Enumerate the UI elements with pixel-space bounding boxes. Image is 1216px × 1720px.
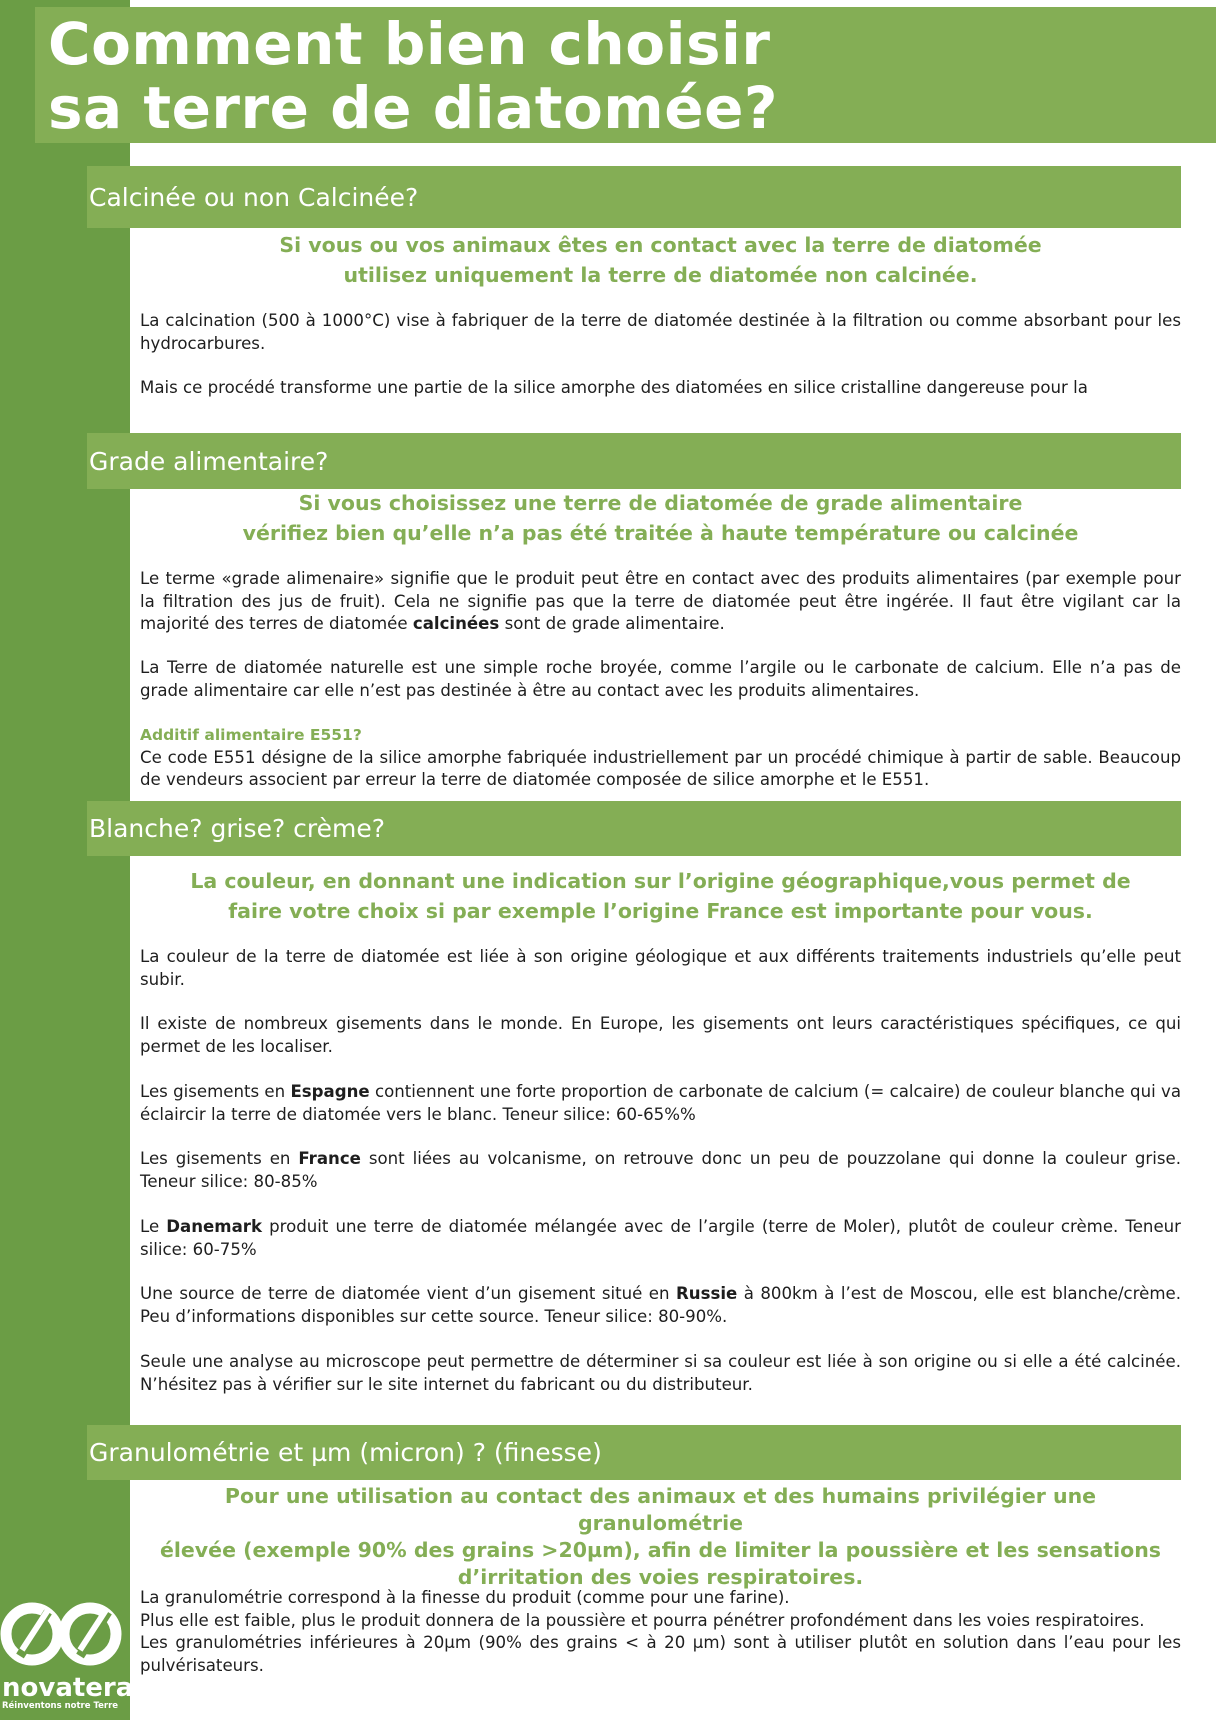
bold-term: calcinées (412, 614, 500, 633)
highlight-line: Si vous ou vos animaux êtes en contact avec la terre de diatomée (279, 233, 1042, 257)
logo-name: novatera (2, 1673, 134, 1703)
section-highlight-color (140, 866, 1181, 926)
text-line: La granulométrie correspond à la finesse du produit (comme pour une farine). (140, 1588, 790, 1607)
highlight-line: Si vous choisissez une terre de diatomée de grade alimentaire (298, 491, 1023, 515)
section-header-granulometry: Granulométrie et µm (micron) ? (finesse) (87, 1425, 1181, 1480)
section-header-color: Blanche? grise? crème? (87, 801, 1181, 856)
page-title-line-2: sa terre de diatomée? (48, 74, 779, 142)
paragraph: La calcination (500 à 1000°C) vise à fabriquer de la terre de diatomée destinée à la filtration ou comme absorbant pour les hydrocarbures. (140, 311, 1181, 353)
page-title (48, 12, 778, 140)
text-run: à 800km à l’est de Moscou, elle est blanche/crème. Peu d’informations disponibles sur cette source. Teneur silice: 80-90%. (140, 1284, 1181, 1326)
text-run: Ce code E551 désigne de la silice amorphe fabriquée industriellement par un procédé chimique à partir de sable. Beaucoup de vendeurs associent par erreur la terre de diatomée composée de silice amorphe et le E551. (140, 747, 1181, 789)
bold-term: Espagne (290, 1082, 370, 1101)
highlight-line: vérifiez bien qu’elle n’a pas été traitée à haute température ou calcinée (242, 521, 1079, 545)
bold-term: France (298, 1149, 361, 1168)
paragraph: Seule une analyse au microscope peut permettre de déterminer si sa couleur est liée à son origine ou si elle a été calcinée. N’hésitez pas à vérifier sur le site internet du fabricant ou du distributeur. (140, 1352, 1181, 1394)
text-run: Les gisements en (140, 1149, 299, 1168)
highlight-line: La couleur, en donnant une indication sur l’origine géographique,vous permet de (190, 869, 1131, 893)
bold-term: Danemark (166, 1217, 262, 1236)
paragraph: La couleur de la terre de diatomée est liée à son origine géologique et aux différents traitements industriels qu’elle peut subir. (140, 947, 1181, 989)
highlight-line: Pour une utilisation au contact des animaux et des humains privilégier une granulométrie (224, 1484, 1097, 1535)
paragraph-france (140, 1148, 1181, 1193)
paragraph: Mais ce procédé transforme une partie de la silice amorphe des diatomées en silice cristalline dangereuse pour la (140, 378, 1088, 397)
paragraph-spain (140, 1081, 1181, 1126)
section-highlight-calcination (140, 230, 1181, 290)
text-run: Le (140, 1217, 167, 1236)
paragraph-granulometry (140, 1587, 1181, 1677)
paragraph-russia (140, 1283, 1181, 1328)
highlight-line: élevée (exemple 90% des grains >20µm), afin de limiter la poussière et les sensations (159, 1538, 1162, 1562)
paragraph: Il existe de nombreux gisements dans le monde. En Europe, les gisements ont leurs caractéristiques spécifiques, ce qui permet de les localiser. (140, 1014, 1181, 1056)
section-header-food-grade: Grade alimentaire? (87, 433, 1181, 489)
highlight-line: faire votre choix si par exemple l’origine France est importante pour vous. (228, 899, 1093, 923)
text-line: Les granulométries inférieures à 20µm (90% des grains < à 20 µm) sont à utiliser plutôt en solution dans l’eau pour les pulvérisateurs. (140, 1633, 1181, 1675)
bold-term: Russie (675, 1284, 738, 1303)
highlight-line: utilisez uniquement la terre de diatomée non calcinée. (343, 263, 978, 287)
paragraph: La Terre de diatomée naturelle est une simple roche broyée, comme l’argile ou le carbonate de calcium. Elle n’a pas de grade alimentaire car elle n’est pas destinée à être au contact avec les produits alimentaires. (140, 658, 1181, 700)
text-run: sont de grade alimentaire. (499, 614, 725, 633)
text-run: produit une terre de diatomée mélangée avec de l’argile (terre de Moler), plutôt de couleur crème. Teneur silice: 60-75% (140, 1217, 1181, 1259)
highlight-line: d’irritation des voies respiratoires. (457, 1565, 864, 1589)
paragraph-e551 (140, 724, 1181, 792)
text-run: Une source de terre de diatomée vient d’un gisement situé en (140, 1284, 676, 1303)
text-run: Les gisements en (140, 1082, 291, 1101)
text-run: contiennent une forte proportion de carbonate de calcium (= calcaire) de couleur blanche qui va éclaircir la terre de diatomée vers le blanc. Teneur silice: 60-65%% (140, 1082, 1181, 1124)
text-run: Le terme «grade alimenaire» signifie que le produit peut être en contact avec des produits alimentaires (par exemple pour la filtration des jus de fruit). Cela ne signifie pas que la terre de diatomée peut être ingérée. Il faut être vigilant car la majorité des terres de diatomée (140, 569, 1181, 633)
paragraph-denmark (140, 1216, 1181, 1261)
section-header-calcination: Calcinée ou non Calcinée? (87, 166, 1181, 228)
text-run: sont liées au volcanisme, on retrouve donc un peu de pouzzolane qui donne la couleur grise. Teneur silice: 80-85% (140, 1149, 1181, 1191)
logo-tagline: Réinventons notre Terre (2, 1701, 119, 1711)
section-highlight-food-grade (140, 488, 1181, 548)
section-highlight-granulometry (140, 1483, 1181, 1591)
page-title-line-1: Comment bien choisir (48, 10, 771, 78)
paragraph (140, 568, 1181, 636)
text-line: Plus elle est faible, plus le produit donnera de la poussière et pourra pénétrer profondément dans les voies respiratoires. (140, 1610, 1145, 1630)
subheading-e551: Additif alimentaire E551? (140, 726, 362, 744)
